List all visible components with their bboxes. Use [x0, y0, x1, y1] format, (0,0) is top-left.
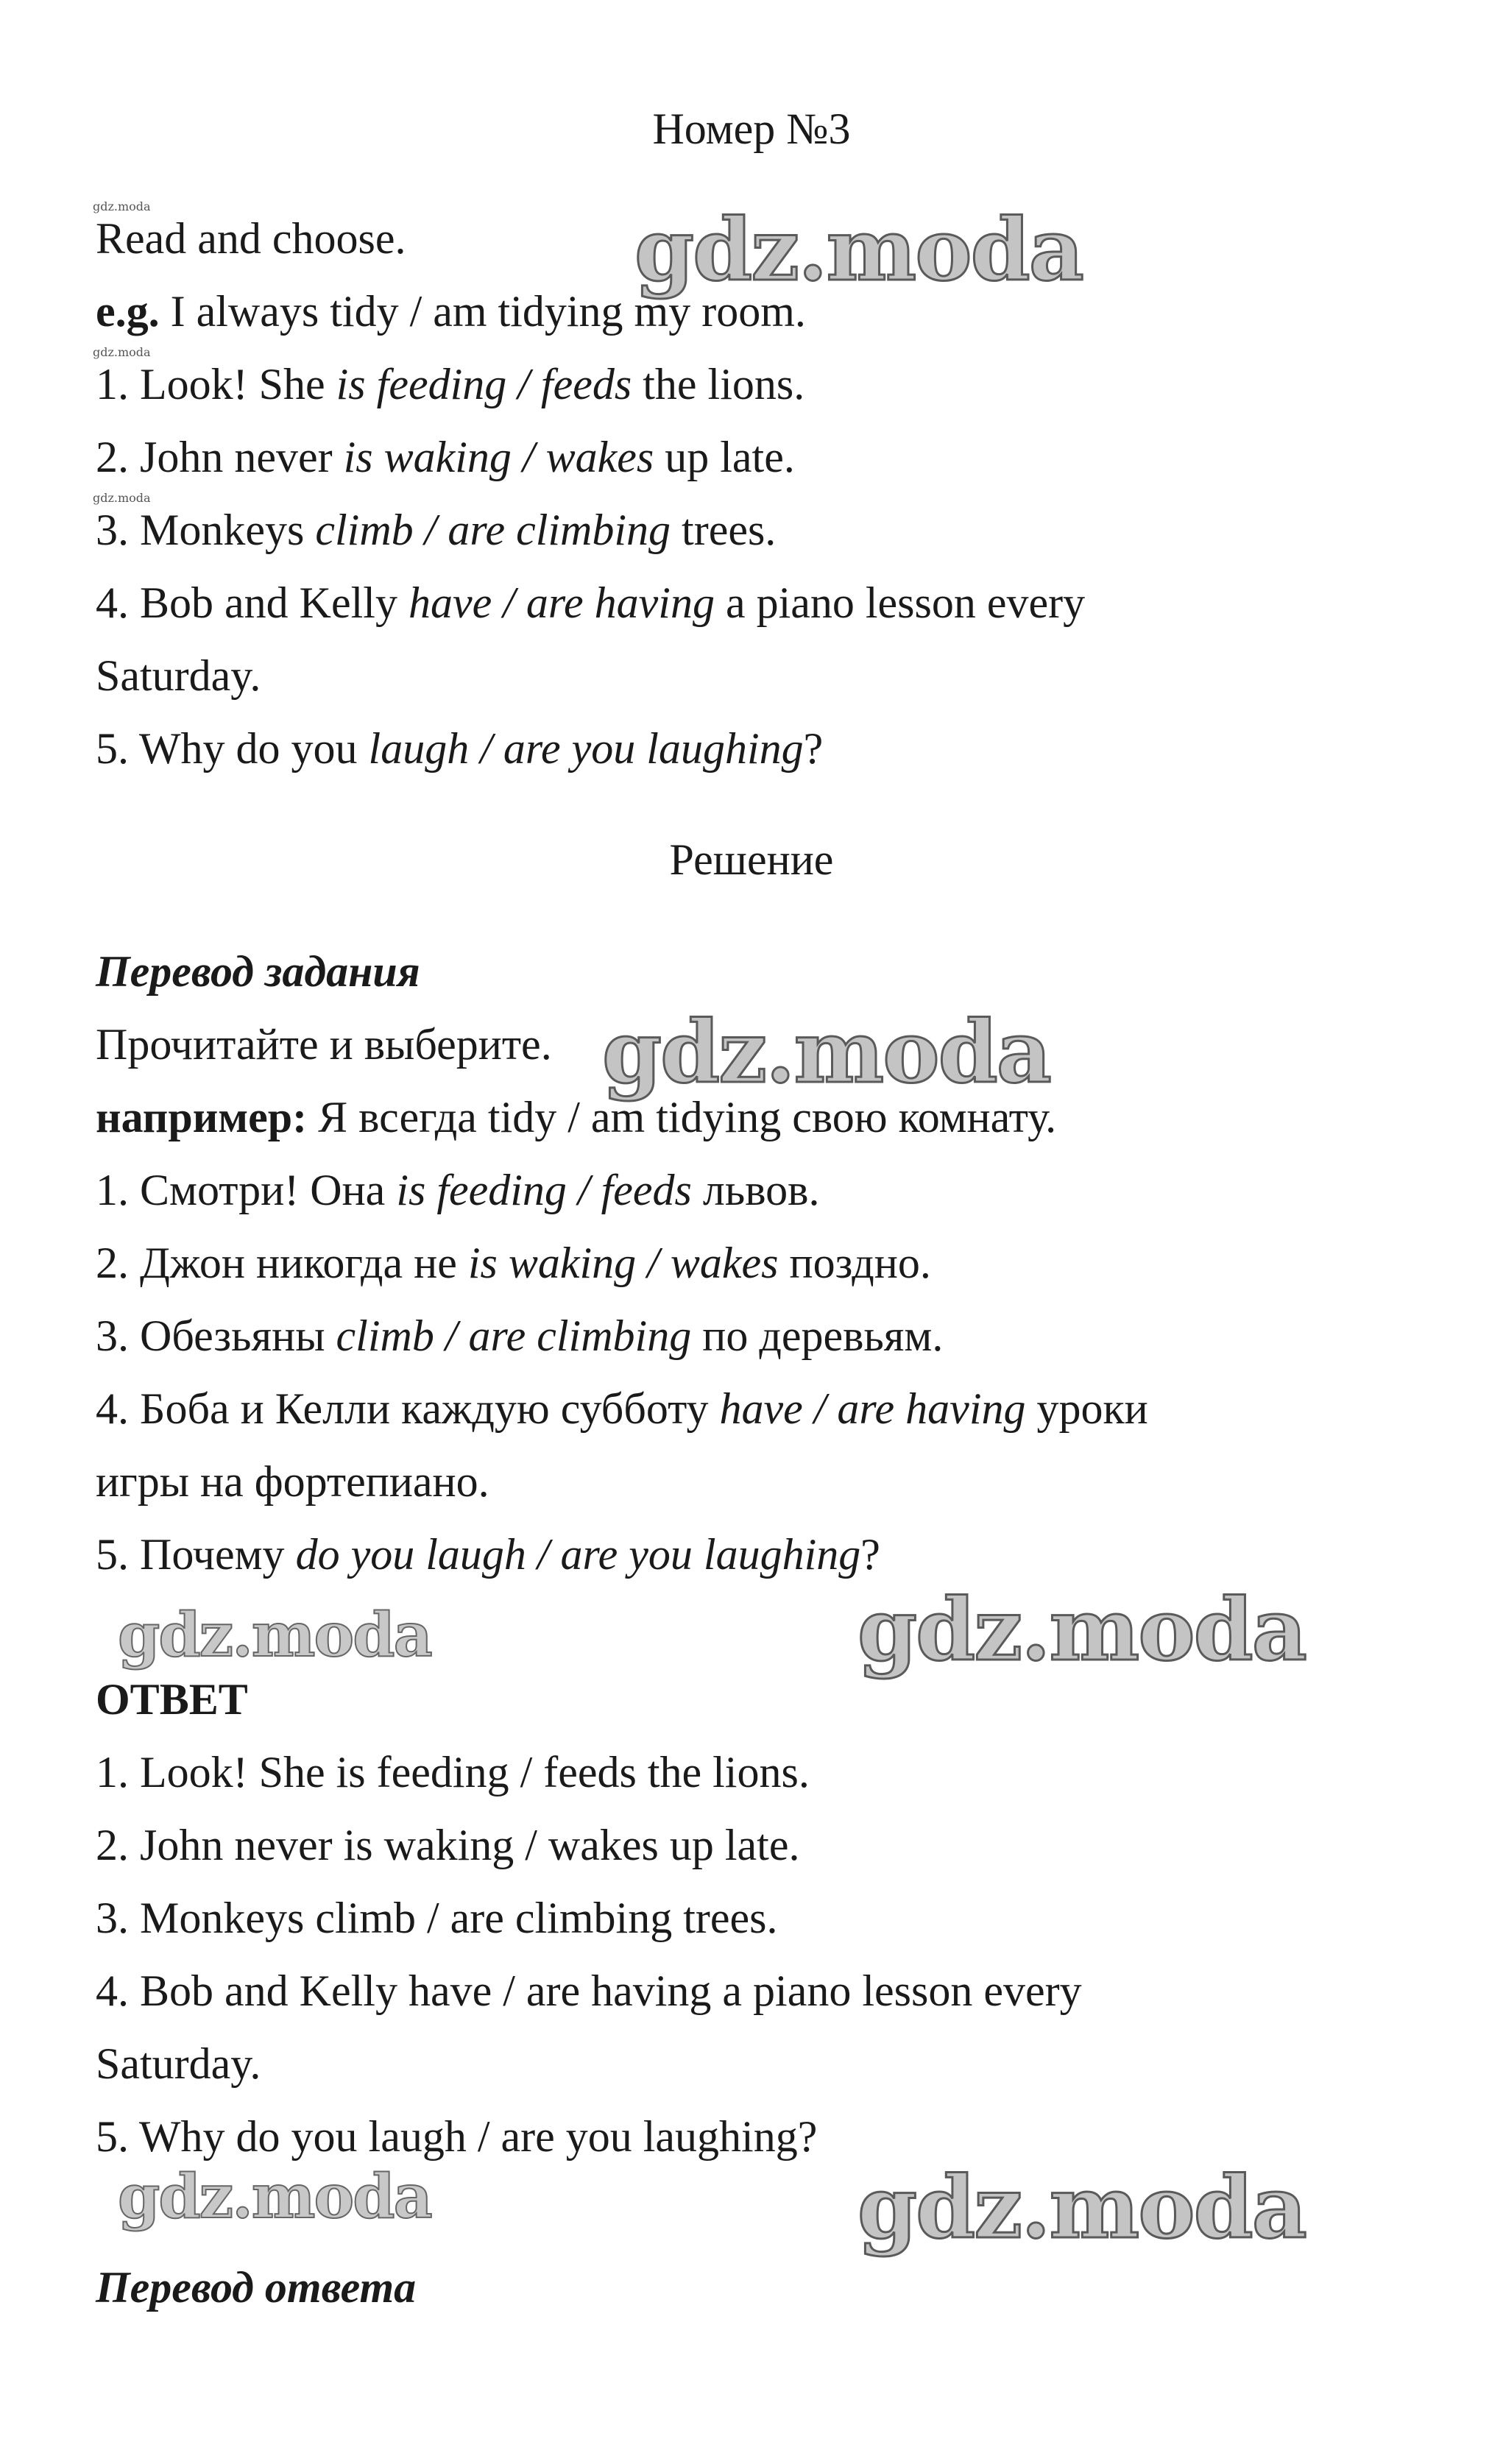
- watermark-logo: gdz.moda: [118, 1600, 431, 1671]
- item-choice: do you laugh / are you laughing: [295, 1530, 861, 1579]
- task-item: [96, 723, 823, 774]
- item-choice: is feeding / feeds: [396, 1166, 692, 1214]
- example-label: e.g.: [96, 287, 160, 336]
- item-text: up late.: [654, 433, 795, 481]
- task-item-continuation: [96, 650, 261, 701]
- item-text: 1. Смотри! Она: [96, 1166, 397, 1214]
- item-choice: is feeding / feeds: [336, 360, 632, 408]
- translation-item: [96, 1164, 819, 1216]
- item-text: 2. Джон никогда не: [96, 1239, 468, 1287]
- item-text: уроки: [1025, 1384, 1148, 1433]
- answer-heading: ОТВЕТ: [96, 1675, 248, 1724]
- item-choice: is waking / wakes: [343, 433, 654, 481]
- watermark-small: gdz.moda: [93, 199, 151, 213]
- item-text: 5. Why do you: [96, 724, 369, 773]
- item-text: Saturday.: [96, 651, 261, 700]
- item-text: a piano lesson every: [714, 578, 1086, 627]
- task-item: [96, 358, 804, 410]
- watermark-logo: gdz.moda: [634, 200, 1083, 300]
- item-text: trees.: [671, 506, 777, 554]
- solution-title: Решение: [669, 835, 834, 884]
- item-choice: have / are having: [719, 1384, 1026, 1433]
- item-text: игры на фортепиано.: [96, 1457, 489, 1506]
- item-text: 2. John never: [96, 433, 344, 481]
- item-choice: climb / are climbing: [315, 506, 671, 554]
- item-text: ?: [803, 724, 824, 773]
- watermark-small: gdz.moda: [93, 345, 151, 359]
- item-text: 4. Bob and Kelly: [96, 578, 409, 627]
- item-text: 3. Обезьяны: [96, 1311, 336, 1360]
- item-text: 1. Look! She: [96, 360, 336, 408]
- item-choice: climb / are climbing: [336, 1311, 692, 1360]
- translation-item: [96, 1237, 931, 1289]
- watermark-logo: gdz.moda: [857, 2158, 1306, 2258]
- item-text: 3. Monkeys: [96, 506, 316, 554]
- example-text: Я всегда tidy / am tidying свою комнату.: [307, 1093, 1057, 1141]
- translation-item: [96, 1529, 880, 1580]
- item-text: ?: [860, 1530, 880, 1579]
- task-item: [96, 577, 1085, 629]
- task-item: [96, 431, 795, 483]
- answer-line: 2. John never is waking / wakes up late.: [96, 1821, 800, 1869]
- answer-translation-heading: Перевод ответа: [96, 2263, 417, 2312]
- watermark-logo: gdz.moda: [602, 1002, 1050, 1102]
- item-text: the lions.: [632, 360, 805, 408]
- item-text: львов.: [691, 1166, 820, 1214]
- item-text: по деревьям.: [691, 1311, 944, 1360]
- translation-item: [96, 1310, 943, 1362]
- item-choice: have / are having: [408, 578, 715, 627]
- watermark-small: gdz.moda: [93, 491, 151, 505]
- translation-instruction: Прочитайте и выберите.: [96, 1020, 552, 1069]
- answer-line: Saturday.: [96, 2039, 261, 2088]
- translation-item: [96, 1383, 1148, 1434]
- answer-line: 4. Bob and Kelly have / are having a piano lesson every: [96, 1966, 1082, 2015]
- translation-item-continuation: [96, 1456, 489, 1507]
- translation-heading: Перевод задания: [96, 947, 420, 996]
- watermark-logo: gdz.moda: [118, 2162, 431, 2232]
- task-title: Номер №3: [652, 105, 851, 153]
- item-text: 4. Боба и Келли каждую субботу: [96, 1384, 720, 1433]
- item-text: поздно.: [778, 1239, 931, 1287]
- watermark-logo: gdz.moda: [857, 1580, 1306, 1680]
- example-text: I always tidy / am tidying my room.: [159, 287, 806, 336]
- item-choice: laugh / are you laughing: [368, 724, 804, 773]
- answer-line: 5. Why do you laugh / are you laughing?: [96, 2112, 818, 2161]
- task-item: [96, 504, 776, 556]
- task-instruction: Read and choose.: [96, 214, 406, 263]
- example-label: например:: [96, 1093, 308, 1141]
- answer-line: 1. Look! She is feeding / feeds the lions.: [96, 1748, 810, 1796]
- answer-line: 3. Monkeys climb / are climbing trees.: [96, 1894, 778, 1942]
- item-choice: is waking / wakes: [467, 1239, 779, 1287]
- item-text: 5. Почему: [96, 1530, 296, 1579]
